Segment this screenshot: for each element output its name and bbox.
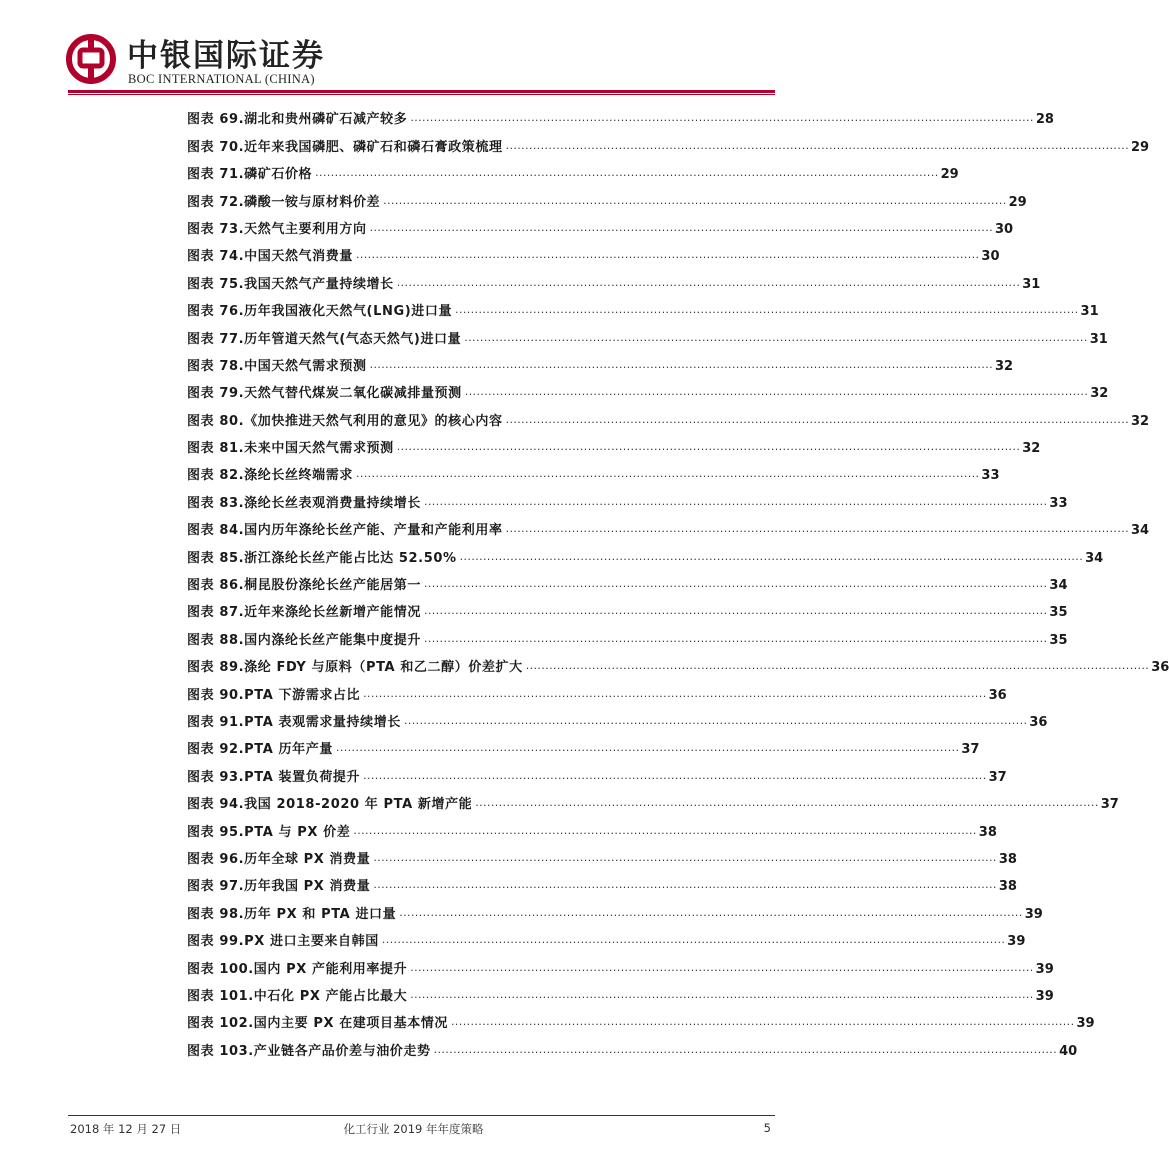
page-header <box>0 0 827 100</box>
toc-entry-page[interactable]: 39 <box>1024 906 1043 922</box>
toc-dot-leader: ................................................................................................................................................................ <box>433 1042 1058 1056</box>
toc-dot-leader: ................................................................................................................................................................ <box>505 522 1130 536</box>
toc-entry-page[interactable]: 36 <box>988 687 1007 703</box>
toc-dot-leader: ................................................................................................................................................................ <box>451 1015 1075 1029</box>
toc-entry-title[interactable]: 图表 93.PTA 装置负荷提升 <box>187 769 361 785</box>
toc-entry-page[interactable]: 30 <box>995 221 1014 237</box>
toc-dot-leader: ................................................................................................................................................................ <box>363 686 987 700</box>
toc-entry-title[interactable]: 图表 87.近年来涤纶长丝新增产能情况 <box>187 605 421 621</box>
toc-dot-leader: ................................................................................................................................................................ <box>459 549 1084 563</box>
toc-dot-leader: ................................................................................................................................................................ <box>383 193 1007 207</box>
toc-entry-page[interactable]: 29 <box>1131 139 1150 155</box>
toc-entry-page[interactable]: 36 <box>1029 714 1048 730</box>
toc-entry-page[interactable]: 33 <box>981 468 1000 484</box>
toc-entry[interactable] <box>187 785 1119 813</box>
toc-entry[interactable] <box>187 429 1041 457</box>
toc-entry-page[interactable]: 35 <box>1049 605 1068 621</box>
toc-dot-leader: ................................................................................................................................................................ <box>423 494 1048 508</box>
toc-entry-page[interactable]: 30 <box>981 249 1000 265</box>
toc-dot-leader: ................................................................................................................................................................ <box>423 604 1048 618</box>
toc-entry-title[interactable]: 图表 100.国内 PX 产能利用率提升 <box>187 961 408 977</box>
toc-entry-title[interactable]: 图表 86.桐昆股份涤纶长丝产能居第一 <box>187 578 421 594</box>
toc-entry-page[interactable]: 32 <box>995 358 1014 374</box>
toc-entry-page[interactable]: 29 <box>940 167 959 183</box>
toc-entry-title[interactable]: 图表 88.国内涤纶长丝产能集中度提升 <box>187 632 421 648</box>
toc-dot-leader: ................................................................................................................................................................ <box>355 248 980 262</box>
brand-name-cn: 中银国际证券 <box>127 38 325 74</box>
toc-entry-page[interactable]: 39 <box>1035 961 1054 977</box>
toc-entry-page[interactable]: 31 <box>1089 331 1108 347</box>
toc-entry[interactable] <box>187 100 1054 128</box>
toc-entry-title[interactable]: 图表 89.涤纶 FDY 与原料（PTA 和乙二醇）价差扩大 <box>187 660 523 676</box>
toc-entry-title[interactable]: 图表 69.湖北和贵州磷矿石减产较多 <box>187 112 408 128</box>
toc-dot-leader: ................................................................................................................................................................ <box>381 933 1006 947</box>
table-of-figures <box>187 100 1169 1059</box>
footer-date: 2018 年 12 月 27 日 <box>70 1122 182 1136</box>
toc-entry[interactable] <box>187 840 1017 867</box>
toc-entry-page[interactable]: 31 <box>1080 304 1099 320</box>
toc-entry-title[interactable]: 图表 96.历年全球 PX 消费量 <box>187 851 371 867</box>
header-divider <box>68 90 775 93</box>
toc-entry[interactable] <box>187 155 959 183</box>
toc-entry-page[interactable]: 38 <box>998 879 1017 895</box>
toc-dot-leader: ................................................................................................................................................................ <box>399 905 1023 919</box>
toc-dot-leader: ................................................................................................................................................................ <box>396 275 1021 289</box>
toc-entry[interactable] <box>187 292 1099 320</box>
toc-dot-leader: ................................................................................................................................................................ <box>505 138 1130 152</box>
toc-entry[interactable] <box>187 182 1027 210</box>
toc-entry-page[interactable]: 33 <box>1049 495 1068 511</box>
brand-name-en: BOC INTERNATIONAL (CHINA) <box>128 72 315 86</box>
toc-entry[interactable] <box>187 757 1007 785</box>
toc-entry-page[interactable]: 35 <box>1049 632 1068 648</box>
toc-entry[interactable] <box>187 210 1014 237</box>
toc-dot-leader: ................................................................................................................................................................ <box>355 467 980 481</box>
toc-entry[interactable] <box>187 127 1150 155</box>
toc-entry[interactable] <box>187 867 1017 895</box>
toc-entry-title[interactable]: 图表 77.历年管道天然气(气态天然气)进口量 <box>187 331 462 347</box>
toc-entry[interactable] <box>187 401 1150 429</box>
toc-entry-title[interactable]: 图表 84.国内历年涤纶长丝产能、产量和产能利用率 <box>187 523 503 539</box>
toc-entry-title[interactable]: 图表 95.PTA 与 PX 价差 <box>187 824 351 840</box>
toc-dot-leader: ................................................................................................................................................................ <box>464 330 1088 344</box>
toc-entry-page[interactable]: 37 <box>1100 797 1119 813</box>
toc-entry[interactable] <box>187 675 1007 703</box>
toc-entry[interactable] <box>187 1031 1078 1059</box>
toc-dot-leader: ................................................................................................................................................................ <box>373 850 997 864</box>
toc-dot-leader: ................................................................................................................................................................ <box>353 823 977 837</box>
toc-entry[interactable] <box>187 894 1043 922</box>
toc-dot-leader: ................................................................................................................................................................ <box>335 741 960 755</box>
toc-dot-leader: ................................................................................................................................................................ <box>410 111 1034 125</box>
footer-page-number: 5 <box>763 1121 771 1135</box>
toc-entry[interactable] <box>187 1004 1095 1032</box>
footer-divider <box>68 1115 775 1116</box>
toc-entry[interactable] <box>187 593 1068 621</box>
toc-entry[interactable] <box>187 977 1054 1004</box>
toc-entry[interactable] <box>187 237 1000 265</box>
toc-entry-page[interactable]: 40 <box>1059 1043 1078 1059</box>
toc-entry-page[interactable]: 34 <box>1085 550 1104 566</box>
toc-entry-title[interactable]: 图表 81.未来中国天然气需求预测 <box>187 441 394 457</box>
toc-entry-title[interactable]: 图表 103.产业链各产品价差与油价走势 <box>187 1043 431 1059</box>
toc-entry-page[interactable]: 32 <box>1022 441 1041 457</box>
toc-entry-page[interactable]: 37 <box>961 742 980 758</box>
toc-entry-page[interactable]: 31 <box>1022 276 1041 292</box>
toc-entry[interactable] <box>187 511 1150 539</box>
toc-entry-title[interactable]: 图表 76.历年我国液化天然气(LNG)进口量 <box>187 304 453 320</box>
toc-entry-page[interactable]: 34 <box>1049 578 1068 594</box>
toc-entry-title[interactable]: 图表 99.PX 进口主要来自韩国 <box>187 934 379 950</box>
toc-entry-title[interactable]: 图表 78.中国天然气需求预测 <box>187 358 367 374</box>
toc-entry-page[interactable]: 36 <box>1151 660 1169 676</box>
toc-entry[interactable] <box>187 347 1014 374</box>
toc-entry-title[interactable]: 图表 91.PTA 表观需求量持续增长 <box>187 714 401 730</box>
toc-dot-leader: ................................................................................................................................................................ <box>363 768 987 782</box>
toc-entry[interactable] <box>187 456 1000 484</box>
toc-entry[interactable] <box>187 483 1068 511</box>
toc-entry-page[interactable]: 39 <box>1076 1016 1095 1032</box>
toc-entry[interactable] <box>187 319 1108 347</box>
toc-dot-leader: ................................................................................................................................................................ <box>396 440 1021 454</box>
toc-entry[interactable] <box>187 264 1041 292</box>
toc-entry-page[interactable]: 38 <box>978 824 997 840</box>
toc-dot-leader: ................................................................................................................................................................ <box>369 357 994 371</box>
toc-entry[interactable] <box>187 566 1068 594</box>
toc-dot-leader: ................................................................................................................................................................ <box>373 878 997 892</box>
toc-entry-title[interactable]: 图表 98.历年 PX 和 PTA 进口量 <box>187 906 397 922</box>
toc-entry-title[interactable]: 图表 72.磷酸一铵与原材料价差 <box>187 194 381 210</box>
toc-entry-title[interactable]: 图表 94.我国 2018-2020 年 PTA 新增产能 <box>187 797 473 813</box>
toc-entry-page[interactable]: 28 <box>1035 112 1054 128</box>
toc-entry-title[interactable]: 图表 80.《加快推进天然气利用的意见》的核心内容 <box>187 413 503 429</box>
toc-entry-title[interactable]: 图表 101.中石化 PX 产能占比最大 <box>187 988 408 1004</box>
toc-entry-title[interactable]: 图表 82.涤纶长丝终端需求 <box>187 468 353 484</box>
toc-dot-leader: ................................................................................................................................................................ <box>410 987 1034 1001</box>
toc-dot-leader: ................................................................................................................................................................ <box>464 385 1089 399</box>
toc-entry-page[interactable]: 38 <box>998 851 1017 867</box>
toc-entry-title[interactable]: 图表 74.中国天然气消费量 <box>187 249 353 265</box>
toc-entry-page[interactable]: 32 <box>1131 413 1150 429</box>
toc-entry-page[interactable]: 39 <box>1035 988 1054 1004</box>
toc-entry[interactable] <box>187 620 1068 648</box>
toc-entry-page[interactable]: 32 <box>1090 386 1109 402</box>
toc-entry[interactable] <box>187 648 1169 676</box>
toc-entry-page[interactable]: 39 <box>1007 934 1026 950</box>
toc-dot-leader: ................................................................................................................................................................ <box>475 796 1099 810</box>
toc-entry[interactable] <box>187 922 1026 950</box>
toc-entry[interactable] <box>187 703 1048 730</box>
toc-entry-page[interactable]: 37 <box>988 769 1007 785</box>
toc-dot-leader: ................................................................................................................................................................ <box>455 303 1079 317</box>
toc-entry-title[interactable]: 图表 85.浙江涤纶长丝产能占比达 52.50% <box>187 550 457 566</box>
boc-logo-icon <box>66 34 116 84</box>
toc-entry[interactable] <box>187 730 980 758</box>
toc-dot-leader: ................................................................................................................................................................ <box>423 631 1048 645</box>
toc-entry-title[interactable]: 图表 73.天然气主要利用方向 <box>187 221 367 237</box>
toc-dot-leader: ................................................................................................................................................................ <box>315 166 939 180</box>
toc-dot-leader: ................................................................................................................................................................ <box>505 412 1130 426</box>
toc-entry[interactable] <box>187 374 1109 402</box>
toc-dot-leader: ................................................................................................................................................................ <box>525 659 1150 673</box>
toc-entry[interactable] <box>187 949 1054 977</box>
toc-entry-title[interactable]: 图表 71.磷矿石价格 <box>187 167 313 183</box>
toc-entry-page[interactable]: 29 <box>1008 194 1027 210</box>
toc-dot-leader: ................................................................................................................................................................ <box>369 220 994 234</box>
toc-dot-leader: ................................................................................................................................................................ <box>423 577 1048 591</box>
toc-entry-title[interactable]: 图表 79.天然气替代煤炭二氧化碳减排量预测 <box>187 386 462 402</box>
toc-entry-title[interactable]: 图表 83.涤纶长丝表观消费量持续增长 <box>187 495 421 511</box>
toc-dot-leader: ................................................................................................................................................................ <box>410 960 1034 974</box>
toc-entry-title[interactable]: 图表 70.近年来我国磷肥、磷矿石和磷石膏政策梳理 <box>187 139 503 155</box>
toc-entry-title[interactable]: 图表 90.PTA 下游需求占比 <box>187 687 361 703</box>
toc-entry-title[interactable]: 图表 75.我国天然气产量持续增长 <box>187 276 394 292</box>
toc-entry-page[interactable]: 34 <box>1131 523 1150 539</box>
toc-entry[interactable] <box>187 812 997 840</box>
header-divider-thin <box>68 94 775 95</box>
toc-entry[interactable] <box>187 538 1104 566</box>
footer-report-title: 化工行业 2019 年年度策略 <box>343 1122 484 1136</box>
toc-entry-title[interactable]: 图表 92.PTA 历年产量 <box>187 742 333 758</box>
toc-dot-leader: ................................................................................................................................................................ <box>403 713 1028 727</box>
toc-entry-title[interactable]: 图表 102.国内主要 PX 在建项目基本情况 <box>187 1016 449 1032</box>
toc-entry-title[interactable]: 图表 97.历年我国 PX 消费量 <box>187 879 371 895</box>
